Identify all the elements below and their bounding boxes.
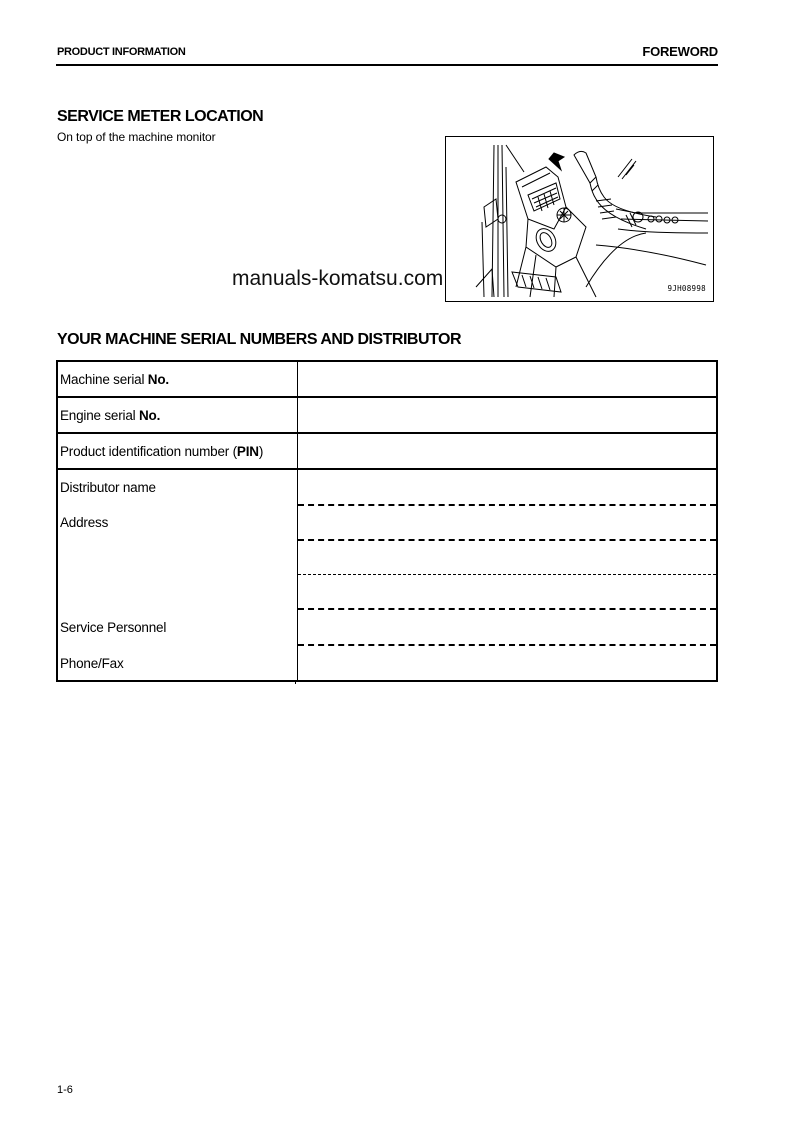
cab-illustration-icon <box>446 137 715 303</box>
label-tail-text: ) <box>258 444 264 459</box>
engine-serial-field[interactable] <box>298 398 716 432</box>
label-service-personnel: Service Personnel <box>60 620 167 635</box>
service-meter-title: SERVICE METER LOCATION <box>57 108 264 125</box>
service-personnel-field[interactable] <box>298 610 716 644</box>
column-divider-tick <box>295 680 296 684</box>
address-line-2-field[interactable] <box>298 541 716 574</box>
serial-numbers-table <box>56 360 718 682</box>
label-text: Product identification number ( <box>60 444 237 459</box>
label-bold-text: No. <box>139 408 161 423</box>
distributor-name-field[interactable] <box>298 470 716 504</box>
row-label-pin <box>60 444 263 459</box>
address-line-3-field[interactable] <box>298 576 716 609</box>
header-section-label: PRODUCT INFORMATION <box>57 46 186 58</box>
label-distributor-name: Distributor name <box>60 480 156 495</box>
watermark-text: manuals-komatsu.com <box>232 267 444 290</box>
page-number: 1-6 <box>57 1084 73 1096</box>
figure-code: 9JH08998 <box>667 284 706 293</box>
header-chapter-label: FOREWORD <box>642 44 718 59</box>
row-label-machine-serial <box>60 372 169 387</box>
machine-serial-field[interactable] <box>298 362 716 396</box>
service-meter-figure <box>445 136 714 302</box>
label-address: Address <box>60 515 109 530</box>
row-label-engine-serial <box>60 408 160 423</box>
dashed-divider <box>298 574 716 575</box>
serial-section-title: YOUR MACHINE SERIAL NUMBERS AND DISTRIBUTOR <box>57 331 461 348</box>
label-phone-fax: Phone/Fax <box>60 656 124 671</box>
service-meter-subtitle: On top of the machine monitor <box>57 130 216 144</box>
header-rule <box>56 64 718 66</box>
label-bold-text: No. <box>147 372 169 387</box>
pin-field[interactable] <box>298 434 716 468</box>
label-text: Engine serial <box>60 408 139 423</box>
label-bold-text: PIN <box>236 444 259 459</box>
phone-fax-field[interactable] <box>298 646 716 680</box>
address-line-1-field[interactable] <box>298 506 716 539</box>
label-text: Machine serial <box>60 372 148 387</box>
